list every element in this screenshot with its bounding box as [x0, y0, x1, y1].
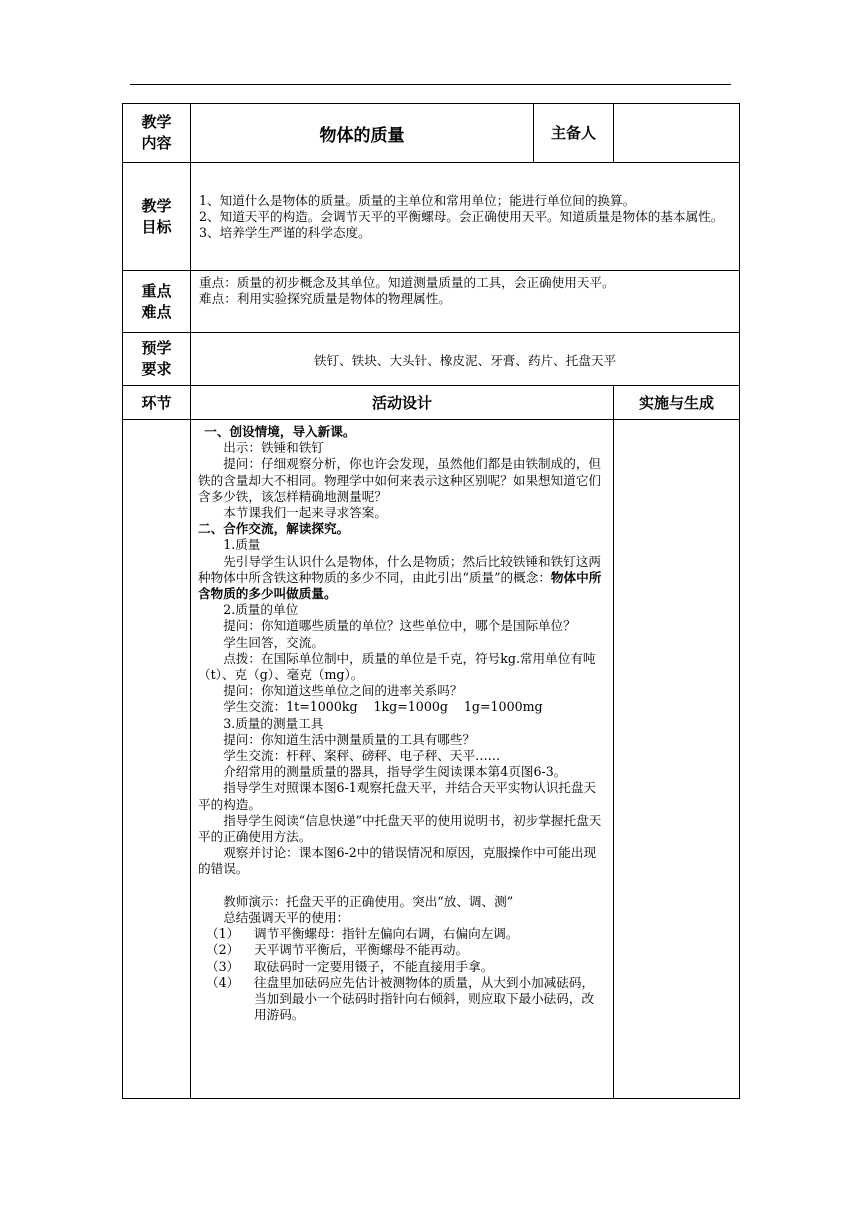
lesson-plan-table [122, 103, 740, 1099]
paragraph: 点拨：在国际单位制中，质量的单位是千克，符号kg.常用单位有吨（t）、克（g）、毫克（mg）。 [198, 650, 596, 683]
row-activity [123, 420, 740, 1099]
paragraph: 先引导学生认识什么是物体，什么是物质；然后比较铁锤和铁钉这两种物体中所含铁这种物质的多少不同，由此引出“质量”的概念：物体中所含物质的多少叫做质量。 [198, 553, 602, 602]
objectives-text [191, 163, 740, 271]
row-column-headers [123, 386, 740, 420]
label-preparer: 主备人 [534, 104, 614, 163]
list-item: （2） 天平调节平衡后，平衡螺母不能再动。 [206, 942, 469, 958]
list-item: （1） 调节平衡螺母：指针左偏向右调，右偏向左调。 [206, 926, 519, 942]
label-preview: 预学 要求 [123, 333, 191, 386]
paragraph: 教师演示：托盘天平的正确使用。突出“放、调、测” [223, 893, 514, 909]
subheading: 2.质量的单位 [223, 602, 299, 618]
label-teaching-content: 教学 内容 [123, 104, 191, 163]
paragraph: 指导学生对照课本图6-1观察托盘天平，并结合天平实物认识托盘天平的构造。 [198, 780, 597, 812]
paragraph: 本节课我们一起来寻求答案。 [223, 505, 387, 521]
paragraph: 学生交流：1t=1000kg 1kg=1000g 1g=1000mg [223, 699, 543, 715]
objective-item: 3、培养学生严谨的科学态度。 [199, 224, 371, 240]
list-item: （3） 取砝码时一定要用镊子，不能直接用手拿。 [206, 958, 494, 974]
paragraph: 提问：你知道这些单位之间的进率关系吗？ [223, 683, 463, 699]
implementation-cell [614, 420, 740, 1099]
paragraph: 学生交流：杆秤、案秤、磅秤、电子秤、天平…… [223, 748, 501, 764]
column-header-activity: 活动设计 [191, 386, 614, 420]
label-keypoints: 重点 难点 [123, 271, 191, 333]
paragraph: 指导学生阅读“信息快递”中托盘天平的使用说明书，初步掌握托盘天平的正确使用方法。 [198, 812, 602, 845]
blank-line [198, 878, 606, 894]
objective-item: 2、知道天平的构造。会调节天平的平衡螺母。会正确使用天平。知道质量是物体的基本属性。 [199, 208, 724, 224]
paragraph: 出示：铁锤和铁钉 [223, 440, 324, 456]
objective-item: 1、知道什么是物体的质量。质量的主单位和常用单位；能进行单位间的换算。 [199, 192, 636, 208]
row-preview [123, 333, 740, 386]
row-objectives [123, 163, 740, 271]
lesson-title: 物体的质量 [191, 104, 534, 163]
section-heading: 一、创设情境，导入新课。 [204, 424, 356, 439]
subheading: 1.质量 [223, 537, 261, 553]
row-keypoints [123, 271, 740, 333]
paragraph: 总结强调天平的使用： [223, 909, 350, 925]
paragraph: 介绍常用的测量质量的器具，指导学生阅读课本第4页图6-3。 [223, 764, 567, 780]
preview-materials: 铁钉、铁块、大头针、橡皮泥、牙膏、药片、托盘天平 [191, 333, 740, 386]
paragraph: 提问：你知道生活中测量质量的工具有哪些？ [223, 731, 476, 747]
keypoint-item: 重点：质量的初步概念及其单位。知道测量质量的工具，会正确使用天平。 [199, 275, 615, 290]
list-item: （4） 往盘里加砝码应先估计被测物体的质量，从大到小加减砝码，当加到最小一个砝码时指针向右倾斜，则应取下最小砝码，改用游码。 [206, 974, 595, 1023]
row-content [123, 104, 740, 163]
label-objectives: 教学 目标 [123, 163, 191, 271]
paragraph: 提问：你知道哪些质量的单位？这些单位中，哪个是国际单位？ [223, 618, 576, 634]
subheading: 3.质量的测量工具 [223, 715, 324, 731]
column-header-implementation: 实施与生成 [614, 386, 740, 420]
column-header-stage: 环节 [123, 386, 191, 420]
preparer-value [614, 104, 740, 163]
paragraph: 学生回答，交流。 [223, 634, 324, 650]
paragraph: 观察并讨论：课本图6-2中的错误情况和原因，克服操作中可能出现的错误。 [198, 845, 597, 877]
keypoint-item: 难点：利用实验探究质量是物体的物理属性。 [199, 291, 451, 306]
definition-text: 物体中所含物质的多少叫做质量。 [198, 569, 602, 602]
header-rule [130, 84, 731, 85]
stage-cell [123, 420, 191, 1099]
activity-design-text [191, 420, 614, 1099]
paragraph: 提问：仔细观察分析，你也许会发现，虽然他们都是由铁制成的，但铁的含量却大不相同。物理学中如何来表示这种区别呢？如果想知道它们含多少铁，该怎样精确地测量呢？ [198, 456, 601, 504]
keypoints-text [191, 271, 740, 333]
section-heading: 二、合作交流，解读探究。 [198, 521, 350, 537]
